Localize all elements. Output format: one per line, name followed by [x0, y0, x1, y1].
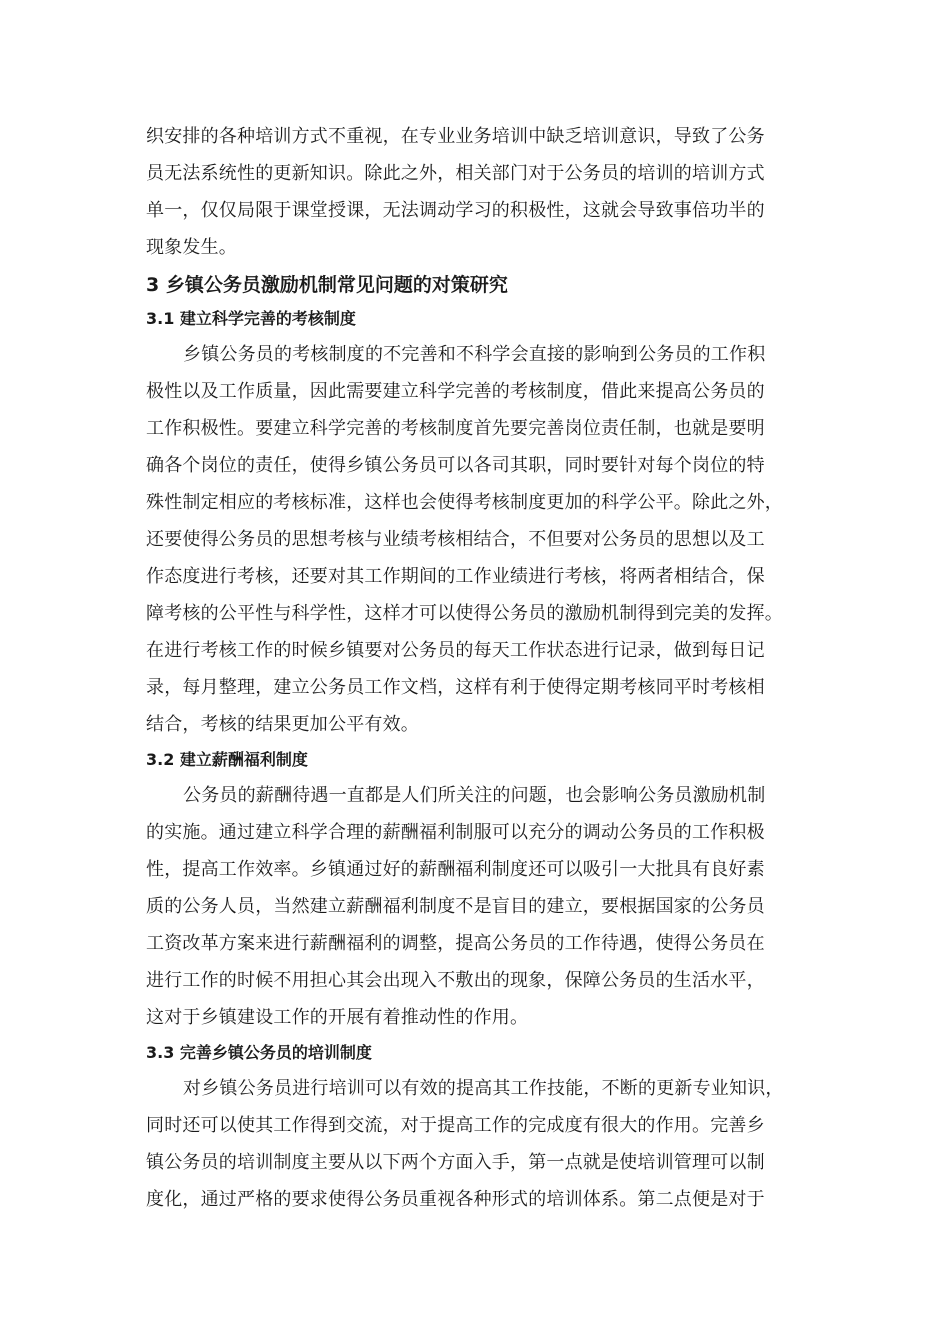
section-3-3-paragraph	[146, 1070, 806, 1218]
section-3-1-paragraph	[146, 336, 806, 743]
paragraph-line: 工资改革方案来进行薪酬福利的调整，提高公务员的工作待遇，使得公务员在	[146, 933, 765, 954]
document-page	[146, 118, 806, 1218]
paragraph-line: 作态度进行考核，还要对其工作期间的工作业绩进行考核，将两者相结合，保	[146, 566, 765, 587]
section-3-1-heading: 3.1 建立科学完善的考核制度	[146, 309, 356, 328]
paragraph-line: 的实施。通过建立科学合理的薪酬福利制服可以充分的调动公务员的工作积极	[146, 822, 765, 843]
paragraph-line: 镇公务员的培训制度主要从以下两个方面入手，第一点就是使培训管理可以制	[146, 1152, 765, 1173]
paragraph-line: 员无法系统性的更新知识。除此之外，相关部门对于公务员的培训的培训方式	[146, 163, 765, 184]
paragraph-line: 公务员的薪酬待遇一直都是人们所关注的问题，也会影响公务员激励机制	[183, 785, 766, 806]
paragraph-line: 现象发生。	[146, 237, 237, 258]
intro-paragraph	[146, 118, 806, 266]
paragraph-line: 同时还可以使其工作得到交流，对于提高工作的完成度有很大的作用。完善乡	[146, 1115, 765, 1136]
paragraph-line: 度化，通过严格的要求使得公务员重视各种形式的培训体系。第二点便是对于	[146, 1189, 765, 1210]
paragraph-line: 还要使得公务员的思想考核与业绩考核相结合，不但要对公务员的思想以及工	[146, 529, 765, 550]
section-3-2-paragraph	[146, 777, 806, 1036]
paragraph-line: 乡镇公务员的考核制度的不完善和不科学会直接的影响到公务员的工作积	[183, 344, 766, 365]
paragraph-line: 障考核的公平性与科学性，这样才可以使得公务员的激励机制得到完美的发挥。	[146, 603, 783, 624]
paragraph-line: 织安排的各种培训方式不重视，在专业业务培训中缺乏培训意识，导致了公务	[146, 126, 765, 147]
paragraph-line: 对乡镇公务员进行培训可以有效的提高其工作技能，不断的更新专业知识，	[183, 1078, 784, 1099]
paragraph-line: 性，提高工作效率。乡镇通过好的薪酬福利制度还可以吸引一大批具有良好素	[146, 859, 765, 880]
paragraph-line: 进行工作的时候不用担心其会出现入不敷出的现象，保障公务员的生活水平，	[146, 970, 765, 991]
paragraph-line: 极性以及工作质量，因此需要建立科学完善的考核制度，借此来提高公务员的	[146, 381, 765, 402]
paragraph-line: 结合，考核的结果更加公平有效。	[146, 714, 419, 735]
paragraph-line: 殊性制定相应的考核标准，这样也会使得考核制度更加的科学公平。除此之外，	[146, 492, 783, 513]
paragraph-line: 录，每月整理，建立公务员工作文档，这样有利于使得定期考核同平时考核相	[146, 677, 765, 698]
section-3-2-heading: 3.2 建立薪酬福利制度	[146, 750, 308, 769]
paragraph-line: 工作积极性。要建立科学完善的考核制度首先要完善岗位责任制，也就是要明	[146, 418, 765, 439]
paragraph-line: 确各个岗位的责任，使得乡镇公务员可以各司其职，同时要针对每个岗位的特	[146, 455, 765, 476]
paragraph-line: 单一，仅仅局限于课堂授课，无法调动学习的积极性，这就会导致事倍功半的	[146, 200, 765, 221]
paragraph-line: 在进行考核工作的时候乡镇要对公务员的每天工作状态进行记录，做到每日记	[146, 640, 765, 661]
paragraph-line: 质的公务人员，当然建立薪酬福利制度不是盲目的建立，要根据国家的公务员	[146, 896, 765, 917]
section-3-3-heading: 3.3 完善乡镇公务员的培训制度	[146, 1043, 372, 1062]
paragraph-line: 这对于乡镇建设工作的开展有着推动性的作用。	[146, 1007, 529, 1028]
section-3-heading: 3 乡镇公务员激励机制常见问题的对策研究	[146, 274, 508, 296]
